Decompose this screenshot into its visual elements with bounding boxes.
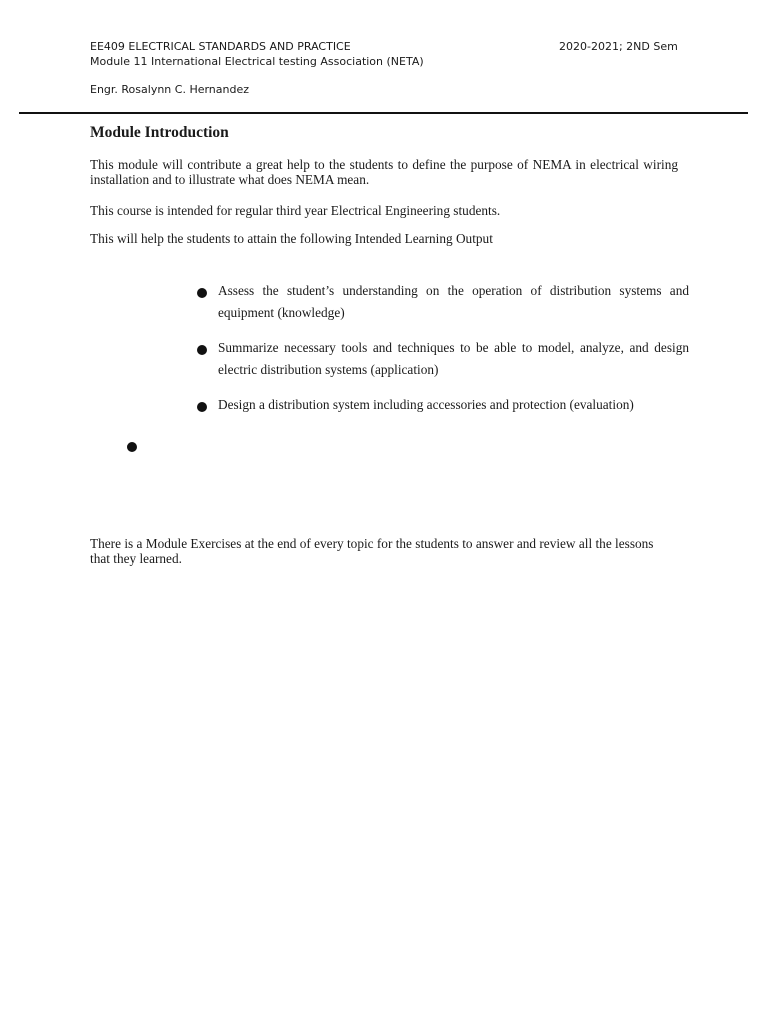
course-title: EE409 ELECTRICAL STANDARDS AND PRACTICE bbox=[90, 40, 351, 53]
author-name: Engr. Rosalynn C. Hernandez bbox=[90, 83, 250, 96]
intro-paragraph: This module will contribute a great help to the students to define the purpose of NEMA in electrical wiring installation and to illustrate what does NEMA mean. bbox=[90, 157, 678, 187]
module-title: Module 11 International Electrical testing Association (NETA) bbox=[90, 55, 424, 68]
course-note-paragraph: This course is intended for regular third year Electrical Engineering students. bbox=[90, 203, 501, 218]
learning-outcome-item: Assess the student’s understanding on the operation of distribution systems and equipment (knowledge) bbox=[218, 283, 689, 320]
bullet-icon bbox=[197, 288, 207, 298]
empty-bullet-icon bbox=[127, 442, 137, 452]
section-heading: Module Introduction bbox=[90, 124, 229, 141]
bullet-icon bbox=[197, 345, 207, 355]
learning-output-intro: This will help the students to attain the following Intended Learning Output bbox=[90, 231, 493, 246]
semester-label: 2020-2021; 2ND Sem bbox=[559, 40, 678, 53]
learning-outcome-item: Summarize necessary tools and techniques to be able to model, analyze, and design electric distribution systems (application) bbox=[218, 340, 689, 377]
header-divider bbox=[19, 112, 748, 114]
closing-paragraph: There is a Module Exercises at the end of every topic for the students to answer and review all the lessons that they learned. bbox=[90, 536, 654, 566]
bullet-icon bbox=[197, 402, 207, 412]
learning-outcome-item: Design a distribution system including accessories and protection (evaluation) bbox=[218, 397, 634, 412]
